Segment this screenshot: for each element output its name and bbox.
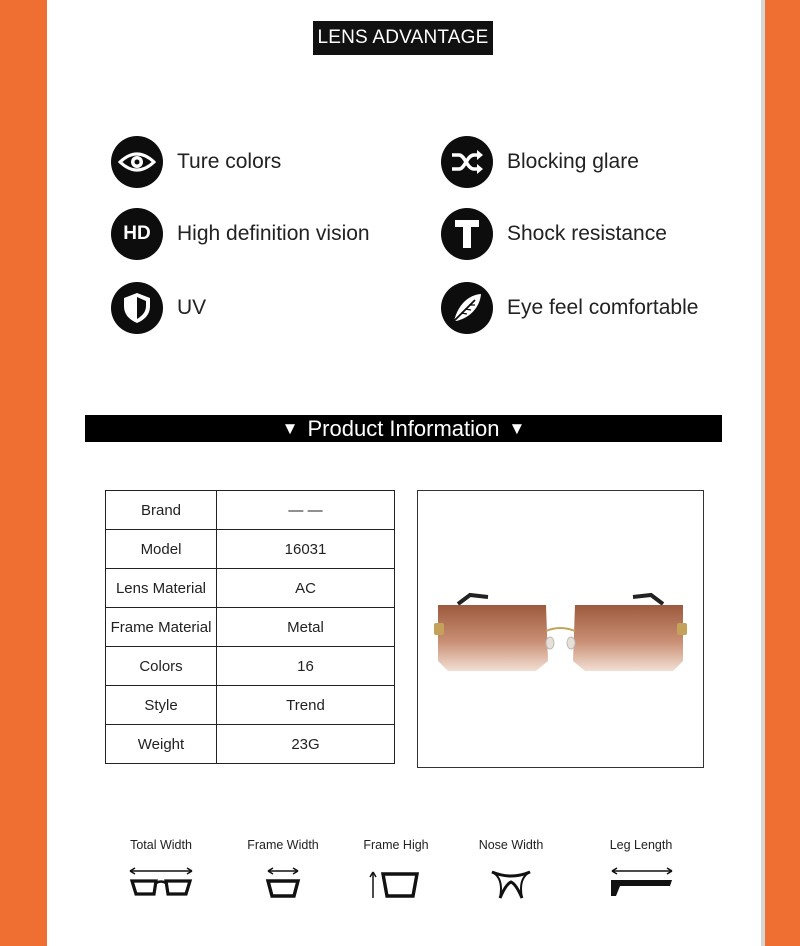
feature-label: Shock resistance <box>507 222 667 245</box>
spec-key: Lens Material <box>106 569 217 608</box>
product-information-title: Product Information <box>307 415 500 441</box>
measure-total-width <box>106 838 216 900</box>
spec-key: Model <box>106 530 217 569</box>
feature-blocking-glare <box>441 136 639 188</box>
nose-width-icon <box>476 866 546 900</box>
measure-label: Nose Width <box>478 838 544 852</box>
hd-icon <box>111 208 163 260</box>
product-page <box>47 0 761 946</box>
spec-value: Trend <box>217 686 395 725</box>
hd-icon-text: HD <box>123 223 151 244</box>
table-row <box>106 725 395 764</box>
spec-value: — — <box>217 491 395 530</box>
frame-width-icon <box>248 866 318 900</box>
feature-hd <box>111 208 370 260</box>
leg-length-icon <box>606 866 676 900</box>
spec-key: Style <box>106 686 217 725</box>
table-row <box>106 569 395 608</box>
lens-advantage-title: LENS ADVANTAGE <box>313 21 493 55</box>
table-row <box>106 530 395 569</box>
measure-leg-length <box>586 838 696 900</box>
spec-value: AC <box>217 569 395 608</box>
feature-label: Ture colors <box>177 150 282 173</box>
feature-label: UV <box>177 296 207 319</box>
feature-label: Blocking glare <box>507 150 639 173</box>
feature-true-colors <box>111 136 281 188</box>
spec-table <box>105 490 395 764</box>
feature-shock-resistance <box>441 208 667 260</box>
spec-key: Colors <box>106 647 217 686</box>
feature-eye-comfortable <box>441 282 698 334</box>
measure-frame-high <box>341 838 451 900</box>
measure-label: Leg Length <box>609 838 673 852</box>
feature-label: High definition vision <box>177 222 370 245</box>
table-row <box>106 608 395 647</box>
spec-key: Frame Material <box>106 608 217 647</box>
measure-label: Total Width <box>130 838 192 852</box>
frame-high-icon <box>361 866 431 900</box>
triangle-down-icon: ▼ <box>281 418 299 438</box>
spec-key: Brand <box>106 491 217 530</box>
feather-icon <box>441 282 493 334</box>
spec-value: 16031 <box>217 530 395 569</box>
feature-uv <box>111 282 206 334</box>
page-shadow <box>761 0 765 946</box>
spec-key: Weight <box>106 725 217 764</box>
measure-nose-width <box>456 838 566 900</box>
table-row <box>106 491 395 530</box>
product-image <box>417 490 704 768</box>
measure-frame-width <box>228 838 338 900</box>
total-width-icon <box>126 866 196 900</box>
spec-value: 23G <box>217 725 395 764</box>
feature-label: Eye feel comfortable <box>507 296 699 319</box>
measure-label: Frame High <box>363 838 429 852</box>
product-information-header <box>85 415 722 442</box>
measure-label: Frame Width <box>247 838 319 852</box>
spec-value: 16 <box>217 647 395 686</box>
shuffle-icon <box>441 136 493 188</box>
spec-value: Metal <box>217 608 395 647</box>
shield-icon <box>111 282 163 334</box>
eye-icon <box>111 136 163 188</box>
sunglasses-illustration <box>418 491 703 767</box>
table-row <box>106 686 395 725</box>
hammer-icon <box>441 208 493 260</box>
table-row <box>106 647 395 686</box>
triangle-down-icon: ▼ <box>508 418 526 438</box>
